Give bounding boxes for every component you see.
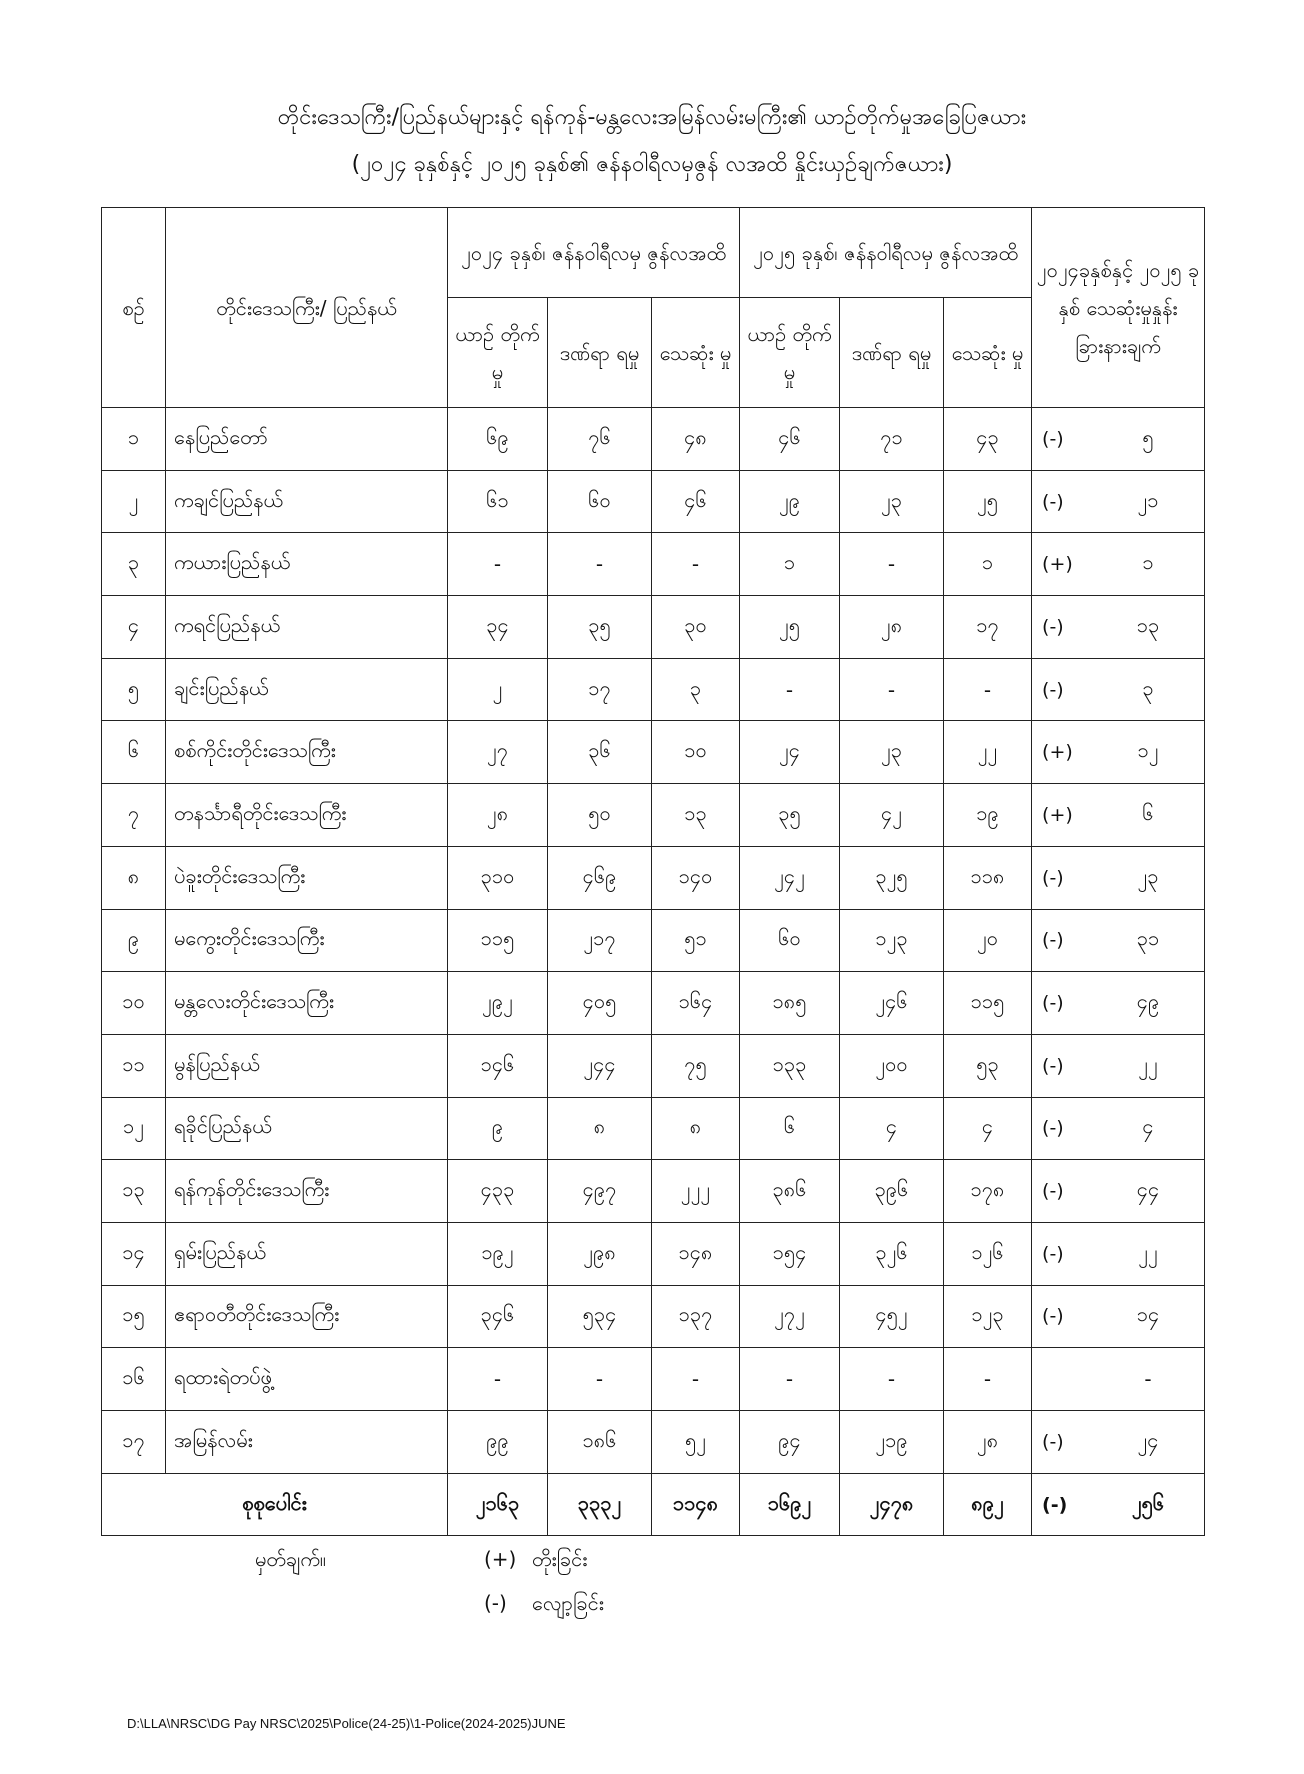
deaths-2024-cell: ၅၂: [652, 1411, 740, 1474]
injured-2024-cell: ၃၆: [548, 721, 652, 784]
accidents-2025-cell: ၂၄: [740, 721, 840, 784]
deaths-2025-cell: ၄၃: [944, 408, 1032, 471]
document-title: တိုင်းဒေသကြီး/ပြည်နယ်များနှင့် ရန်ကုန်-မန္တလေးအမြန်လမ်းမကြီး၏ ယာဉ်တိုက်မှုအခြေပြဇယား: [277, 105, 1027, 130]
deaths-2025-cell: ၂၅: [944, 470, 1032, 533]
accidents-2025-cell: ၁၃၃: [740, 1034, 840, 1097]
table-row: [102, 1160, 1205, 1223]
serial-cell: ၁: [102, 408, 166, 471]
accidents-2024-cell: ၂: [448, 658, 548, 721]
injured-2024-cell: ၇၆: [548, 408, 652, 471]
deaths-2025-cell: ၁၉: [944, 784, 1032, 847]
total-accidents-2025: ၁၆၉၂: [740, 1473, 840, 1536]
deaths-2025-cell: ၁၇: [944, 596, 1032, 659]
deaths-2024-cell: ၁၃: [652, 784, 740, 847]
deaths-2024-cell: ၇၅: [652, 1034, 740, 1097]
note-plus-text: တိုးခြင်း: [532, 1547, 588, 1571]
header-injured-2025: ဒဏ်ရာ ရမှု: [840, 298, 944, 408]
accidents-2024-cell: ၉: [448, 1097, 548, 1160]
header-death-difference: ၂၀၂၄ခုနှစ်နှင့် ၂၀၂၅ ခုနှစ် သေဆုံးမှုနှုန်း ခြားနားချက်: [1032, 208, 1205, 408]
death-difference-cell: [1032, 1222, 1205, 1285]
difference-sign: (-): [1042, 1054, 1064, 1077]
table-row: [102, 658, 1205, 721]
accidents-2025-cell: ၁: [740, 533, 840, 596]
injured-2025-cell: ၃၉၆: [840, 1160, 944, 1223]
region-name-cell: ရန်ကုန်တိုင်းဒေသကြီး: [166, 1160, 448, 1223]
region-name-cell: ရခိုင်ပြည်နယ်: [166, 1097, 448, 1160]
deaths-2024-cell: ၁၆၄: [652, 972, 740, 1035]
accidents-2025-cell: ၃၈၆: [740, 1160, 840, 1223]
region-name-cell: ဧရာဝတီတိုင်းဒေသကြီး: [166, 1285, 448, 1348]
deaths-2025-cell: ၂၂: [944, 721, 1032, 784]
region-name-cell: ရှမ်းပြည်နယ်: [166, 1222, 448, 1285]
difference-value: ၄၉: [1136, 989, 1160, 1014]
difference-sign: (+): [1042, 553, 1073, 576]
injured-2024-cell: ၂၁၇: [548, 909, 652, 972]
difference-sign: (-): [1042, 615, 1064, 638]
accidents-2024-cell: ၃၄၆: [448, 1285, 548, 1348]
injured-2024-cell: ၁၈၆: [548, 1411, 652, 1474]
injured-2024-cell: ၅၃၄: [548, 1285, 652, 1348]
death-difference-cell: [1032, 470, 1205, 533]
death-difference-cell: [1032, 1348, 1205, 1411]
injured-2024-cell: ၄၀၅: [548, 972, 652, 1035]
accidents-2024-cell: ၃၁၀: [448, 846, 548, 909]
accident-comparison-table: [101, 207, 1205, 1536]
injured-2025-cell: ၂၃: [840, 721, 944, 784]
death-difference-cell: [1032, 846, 1205, 909]
injured-2025-cell: -: [840, 658, 944, 721]
region-name-cell: ကချင်ပြည်နယ်: [166, 470, 448, 533]
table-row: [102, 1097, 1205, 1160]
injured-2025-cell: ၂၃: [840, 470, 944, 533]
difference-value: ၂၁: [1137, 487, 1159, 512]
death-difference-cell: [1032, 972, 1205, 1035]
header-accidents-2025: ယာဉ် တိုက်မှု: [740, 298, 840, 408]
difference-sign: (+): [1042, 741, 1073, 764]
document-subtitle: (၂၀၂၄ ခုနှစ်နှင့် ၂၀၂၅ ခုနှစ်၏ ဇန်နဝါရီလမှဇွန် လအထိ နှိုင်းယှဉ်ချက်ဇယား): [351, 152, 953, 177]
header-period-2025: ၂၀၂၅ ခုနှစ်၊ ဇန်နဝါရီလမှ ဇွန်လအထိ: [740, 208, 1032, 298]
serial-cell: ၄: [102, 596, 166, 659]
serial-cell: ၇: [102, 784, 166, 847]
total-accidents-2024: ၂၁၆၃: [448, 1473, 548, 1536]
accidents-2025-cell: -: [740, 658, 840, 721]
death-difference-cell: [1032, 1285, 1205, 1348]
difference-sign: (-): [1042, 929, 1064, 952]
header-injured-2024: ဒဏ်ရာ ရမှု: [548, 298, 652, 408]
difference-value: ၄၄: [1136, 1177, 1160, 1202]
injured-2024-cell: ၄၉၇: [548, 1160, 652, 1223]
region-name-cell: အမြန်လမ်း: [166, 1411, 448, 1474]
accidents-2024-cell: ၁၄၆: [448, 1034, 548, 1097]
region-name-cell: မွန်ပြည်နယ်: [166, 1034, 448, 1097]
injured-2025-cell: ၂၈: [840, 596, 944, 659]
region-name-cell: ကရင်ပြည်နယ်: [166, 596, 448, 659]
death-difference-cell: [1032, 721, 1205, 784]
deaths-2024-cell: -: [652, 533, 740, 596]
table-row: [102, 1285, 1205, 1348]
difference-value: ၂၅၆: [1131, 1490, 1165, 1515]
serial-cell: ၁၃: [102, 1160, 166, 1223]
injured-2024-cell: -: [548, 1348, 652, 1411]
deaths-2024-cell: ၁၄၀: [652, 846, 740, 909]
accidents-2024-cell: ၂၈: [448, 784, 548, 847]
death-difference-cell: [1032, 1160, 1205, 1223]
difference-sign: (-): [1042, 1117, 1064, 1140]
serial-cell: ၉: [102, 909, 166, 972]
injured-2025-cell: -: [840, 1348, 944, 1411]
region-name-cell: တနင်္သာရီတိုင်းဒေသကြီး: [166, 784, 448, 847]
accidents-2024-cell: ၂၉၂: [448, 972, 548, 1035]
table-row: [102, 1411, 1205, 1474]
serial-cell: ၈: [102, 846, 166, 909]
injured-2024-cell: ၃၅: [548, 596, 652, 659]
death-difference-cell: [1032, 658, 1205, 721]
death-difference-cell: [1032, 1411, 1205, 1474]
total-deaths-2025: ၈၉၂: [944, 1473, 1032, 1536]
accidents-2024-cell: -: [448, 533, 548, 596]
death-difference-cell: [1032, 909, 1205, 972]
deaths-2025-cell: ၅၃: [944, 1034, 1032, 1097]
accidents-2025-cell: ၃၅: [740, 784, 840, 847]
region-name-cell: ပဲခူးတိုင်းဒေသကြီး: [166, 846, 448, 909]
death-difference-cell: [1032, 1034, 1205, 1097]
table-row: [102, 1348, 1205, 1411]
injured-2025-cell: ၄: [840, 1097, 944, 1160]
deaths-2024-cell: ၁၄၈: [652, 1222, 740, 1285]
accidents-2024-cell: ၁၉၂: [448, 1222, 548, 1285]
difference-value: ၆: [1142, 800, 1154, 825]
difference-value: ၃: [1142, 675, 1154, 700]
region-name-cell: စစ်ကိုင်းတိုင်းဒေသကြီး: [166, 721, 448, 784]
table-row: [102, 533, 1205, 596]
injured-2025-cell: ၂၀၀: [840, 1034, 944, 1097]
injured-2025-cell: ၇၁: [840, 408, 944, 471]
death-difference-cell: [1032, 533, 1205, 596]
accidents-2025-cell: ၆: [740, 1097, 840, 1160]
header-deaths-2024: သေဆုံး မှု: [652, 298, 740, 408]
note-increase: [484, 1546, 587, 1576]
injured-2024-cell: ၁၇: [548, 658, 652, 721]
accidents-2025-cell: ၉၄: [740, 1411, 840, 1474]
difference-sign: (-): [1042, 1180, 1064, 1203]
header-row-top: [102, 208, 1205, 298]
serial-cell: ၁၁: [102, 1034, 166, 1097]
header-period-2024: ၂၀၂၄ ခုနှစ်၊ ဇန်နဝါရီလမှ ဇွန်လအထိ: [448, 208, 740, 298]
deaths-2024-cell: ၄၈: [652, 408, 740, 471]
difference-sign: (-): [1042, 490, 1064, 513]
accidents-2024-cell: ၄၃၃: [448, 1160, 548, 1223]
deaths-2025-cell: -: [944, 1348, 1032, 1411]
injured-2024-cell: ၄၆၉: [548, 846, 652, 909]
injured-2025-cell: ၂၄၆: [840, 972, 944, 1035]
accidents-2024-cell: ၃၄: [448, 596, 548, 659]
injured-2025-cell: ၄၅၂: [840, 1285, 944, 1348]
deaths-2024-cell: ၃၀: [652, 596, 740, 659]
difference-value: -: [1144, 1367, 1152, 1392]
difference-value: ၂၃: [1137, 863, 1159, 888]
injured-2024-cell: ၈: [548, 1097, 652, 1160]
injured-2024-cell: ၅၀: [548, 784, 652, 847]
deaths-2024-cell: ၂၂၂: [652, 1160, 740, 1223]
injured-2025-cell: -: [840, 533, 944, 596]
deaths-2025-cell: ၁၁၅: [944, 972, 1032, 1035]
total-injured-2024: ၃၃၃၂: [548, 1473, 652, 1536]
total-row: [102, 1473, 1205, 1536]
deaths-2025-cell: ၁၇၈: [944, 1160, 1032, 1223]
table-row: [102, 470, 1205, 533]
serial-cell: ၁၅: [102, 1285, 166, 1348]
serial-cell: ၁၀: [102, 972, 166, 1035]
difference-value: ၅: [1142, 424, 1154, 449]
deaths-2025-cell: ၁၂၃: [944, 1285, 1032, 1348]
serial-cell: ၃: [102, 533, 166, 596]
table-row: [102, 721, 1205, 784]
accidents-2024-cell: -: [448, 1348, 548, 1411]
deaths-2024-cell: -: [652, 1348, 740, 1411]
deaths-2025-cell: ၁: [944, 533, 1032, 596]
difference-sign: (-): [1042, 1242, 1064, 1265]
table-row: [102, 972, 1205, 1035]
total-deaths-2024: ၁၁၄၈: [652, 1473, 740, 1536]
accidents-2025-cell: ၄၆: [740, 408, 840, 471]
accidents-2025-cell: ၁၈၅: [740, 972, 840, 1035]
table-row: [102, 846, 1205, 909]
deaths-2025-cell: -: [944, 658, 1032, 721]
serial-cell: ၆: [102, 721, 166, 784]
injured-2024-cell: -: [548, 533, 652, 596]
note-label: မှတ်ချက်။: [255, 1547, 326, 1571]
accidents-2025-cell: ၂၇၂: [740, 1285, 840, 1348]
death-difference-cell: [1032, 596, 1205, 659]
serial-cell: ၂: [102, 470, 166, 533]
death-difference-cell: [1032, 408, 1205, 471]
death-difference-cell: [1032, 1473, 1205, 1536]
deaths-2025-cell: ၂၈: [944, 1411, 1032, 1474]
deaths-2024-cell: ၁၃၇: [652, 1285, 740, 1348]
deaths-2024-cell: ၁၀: [652, 721, 740, 784]
deaths-2024-cell: ၈: [652, 1097, 740, 1160]
difference-sign: (-): [1042, 992, 1064, 1015]
difference-value: ၂၂: [1138, 1051, 1158, 1076]
accidents-2025-cell: ၆၀: [740, 909, 840, 972]
serial-cell: ၁၇: [102, 1411, 166, 1474]
death-difference-cell: [1032, 784, 1205, 847]
region-name-cell: နေပြည်တော်: [166, 408, 448, 471]
region-name-cell: မန္တလေးတိုင်းဒေသကြီး: [166, 972, 448, 1035]
note-plus-sign: (+): [484, 1547, 517, 1571]
difference-value: ၄: [1142, 1114, 1154, 1139]
accidents-2024-cell: ၆၁: [448, 470, 548, 533]
serial-cell: ၅: [102, 658, 166, 721]
accidents-2024-cell: ၉၉: [448, 1411, 548, 1474]
difference-value: ၁၃: [1136, 612, 1160, 637]
accidents-2024-cell: ၆၉: [448, 408, 548, 471]
header-serial: စဉ်: [102, 208, 166, 408]
difference-value: ၂၂: [1138, 1239, 1158, 1264]
region-name-cell: ကယားပြည်နယ်: [166, 533, 448, 596]
header-deaths-2025: သေဆုံး မှု: [944, 298, 1032, 408]
difference-sign: (-): [1042, 1430, 1064, 1453]
accidents-2025-cell: ၂၉: [740, 470, 840, 533]
difference-sign: (-): [1042, 1493, 1068, 1516]
difference-value: ၁: [1142, 550, 1154, 575]
death-difference-cell: [1032, 1097, 1205, 1160]
table-row: [102, 1034, 1205, 1097]
deaths-2024-cell: ၃: [652, 658, 740, 721]
deaths-2024-cell: ၄၆: [652, 470, 740, 533]
deaths-2025-cell: ၁၂၆: [944, 1222, 1032, 1285]
injured-2024-cell: ၂၄၄: [548, 1034, 652, 1097]
difference-value: ၁၂: [1137, 738, 1159, 763]
deaths-2024-cell: ၅၁: [652, 909, 740, 972]
difference-sign: (-): [1042, 678, 1064, 701]
serial-cell: ၁၂: [102, 1097, 166, 1160]
injured-2025-cell: ၃၂၆: [840, 1222, 944, 1285]
table-row: [102, 784, 1205, 847]
total-injured-2025: ၂၄၇၈: [840, 1473, 944, 1536]
accidents-2024-cell: ၂၇: [448, 721, 548, 784]
difference-value: ၁၄: [1136, 1302, 1160, 1327]
difference-value: ၃၁: [1136, 926, 1160, 951]
difference-value: ၂၄: [1137, 1427, 1159, 1452]
region-name-cell: ရထားရဲတပ်ဖွဲ့: [166, 1348, 448, 1411]
accidents-2024-cell: ၁၁၅: [448, 909, 548, 972]
deaths-2025-cell: ၄: [944, 1097, 1032, 1160]
serial-cell: ၁၄: [102, 1222, 166, 1285]
difference-sign: (-): [1042, 427, 1064, 450]
injured-2025-cell: ၄၂: [840, 784, 944, 847]
table-row: [102, 1222, 1205, 1285]
difference-sign: (+): [1042, 803, 1073, 826]
injured-2025-cell: ၁၂၃: [840, 909, 944, 972]
injured-2024-cell: ၂၉၈: [548, 1222, 652, 1285]
injured-2025-cell: ၃၂၅: [840, 846, 944, 909]
file-path-footer: D:\LLA\NRSC\DG Pay NRSC\2025\Police(24-25)\1-Police(2024-2025)JUNE: [127, 1716, 566, 1731]
note-minus-text: လျော့ခြင်း: [532, 1591, 604, 1615]
header-region: တိုင်းဒေသကြီး/ ပြည်နယ်: [166, 208, 448, 408]
injured-2024-cell: ၆၀: [548, 470, 652, 533]
deaths-2025-cell: ၂၀: [944, 909, 1032, 972]
difference-sign: (-): [1042, 866, 1064, 889]
difference-sign: (-): [1042, 1305, 1064, 1328]
table-row: [102, 596, 1205, 659]
table-row: [102, 408, 1205, 471]
note-decrease: [484, 1590, 604, 1620]
injured-2025-cell: ၂၁၉: [840, 1411, 944, 1474]
region-name-cell: မကွေးတိုင်းဒေသကြီး: [166, 909, 448, 972]
accidents-2025-cell: -: [740, 1348, 840, 1411]
note-minus-sign: (-): [484, 1591, 507, 1615]
table-row: [102, 909, 1205, 972]
serial-cell: ၁၆: [102, 1348, 166, 1411]
region-name-cell: ချင်းပြည်နယ်: [166, 658, 448, 721]
accidents-2025-cell: ၂၄၂: [740, 846, 840, 909]
total-label: စုစုပေါင်း: [102, 1473, 448, 1536]
accidents-2025-cell: ၂၅: [740, 596, 840, 659]
header-accidents-2024: ယာဉ် တိုက်မှု: [448, 298, 548, 408]
accidents-2025-cell: ၁၅၄: [740, 1222, 840, 1285]
deaths-2025-cell: ၁၁၈: [944, 846, 1032, 909]
